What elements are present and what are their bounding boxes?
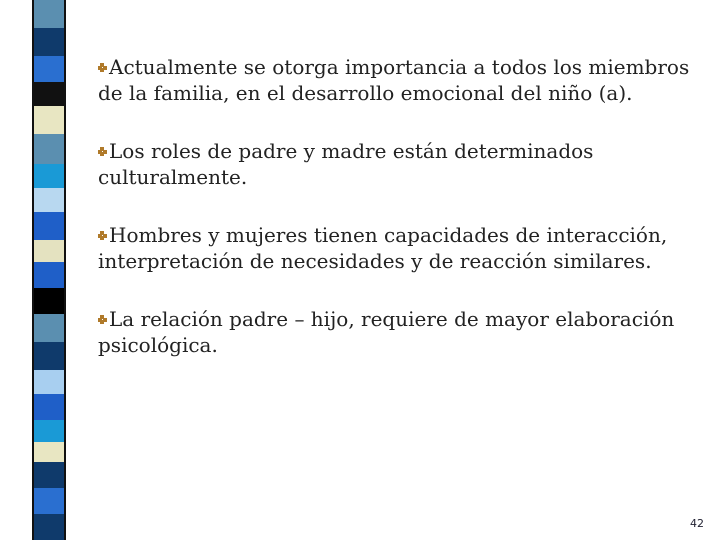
stripe-segment xyxy=(34,0,64,28)
stripe-segment xyxy=(34,262,64,288)
stripe-segment xyxy=(34,134,64,164)
stripe-segment xyxy=(34,514,64,540)
bullet-item xyxy=(98,306,698,358)
decorative-stripe-bar xyxy=(0,0,66,540)
bullet-text: Actualmente se otorga importancia a todos los miembros de la familia, en el desarrollo emocional del niño (a). xyxy=(98,55,690,105)
stripe-segment xyxy=(34,288,64,314)
slide-content xyxy=(98,54,698,358)
diamond-bullet-icon xyxy=(98,231,107,240)
stripe-segment xyxy=(34,56,64,82)
stripe-segment xyxy=(34,212,64,240)
bullet-text: La relación padre – hijo, requiere de mayor elaboración psicológica. xyxy=(98,307,675,357)
stripe-segment xyxy=(34,394,64,420)
stripe-segment xyxy=(34,82,64,106)
stripe-column xyxy=(32,0,66,540)
diamond-bullet-icon xyxy=(98,63,107,72)
bullet-text: Los roles de padre y madre están determinados culturalmente. xyxy=(98,139,594,189)
stripe-segment xyxy=(34,342,64,370)
bullet-item xyxy=(98,138,698,190)
stripe-segment xyxy=(34,188,64,212)
diamond-bullet-icon xyxy=(98,315,107,324)
stripe-segment xyxy=(34,240,64,262)
stripe-segment xyxy=(34,370,64,394)
bullet-item xyxy=(98,222,698,274)
bullet-text: Hombres y mujeres tienen capacidades de interacción, interpretación de necesidades y de reacción similares. xyxy=(98,223,668,273)
bullet-item xyxy=(98,54,698,106)
stripe-segment xyxy=(34,164,64,188)
stripe-segment xyxy=(34,488,64,514)
stripe-segment xyxy=(34,28,64,56)
stripe-segment xyxy=(34,314,64,342)
stripe-segment xyxy=(34,442,64,462)
page-number: 42 xyxy=(690,517,704,530)
stripe-segment xyxy=(34,106,64,134)
diamond-bullet-icon xyxy=(98,147,107,156)
stripe-segment xyxy=(34,420,64,442)
stripe-segment xyxy=(34,462,64,488)
